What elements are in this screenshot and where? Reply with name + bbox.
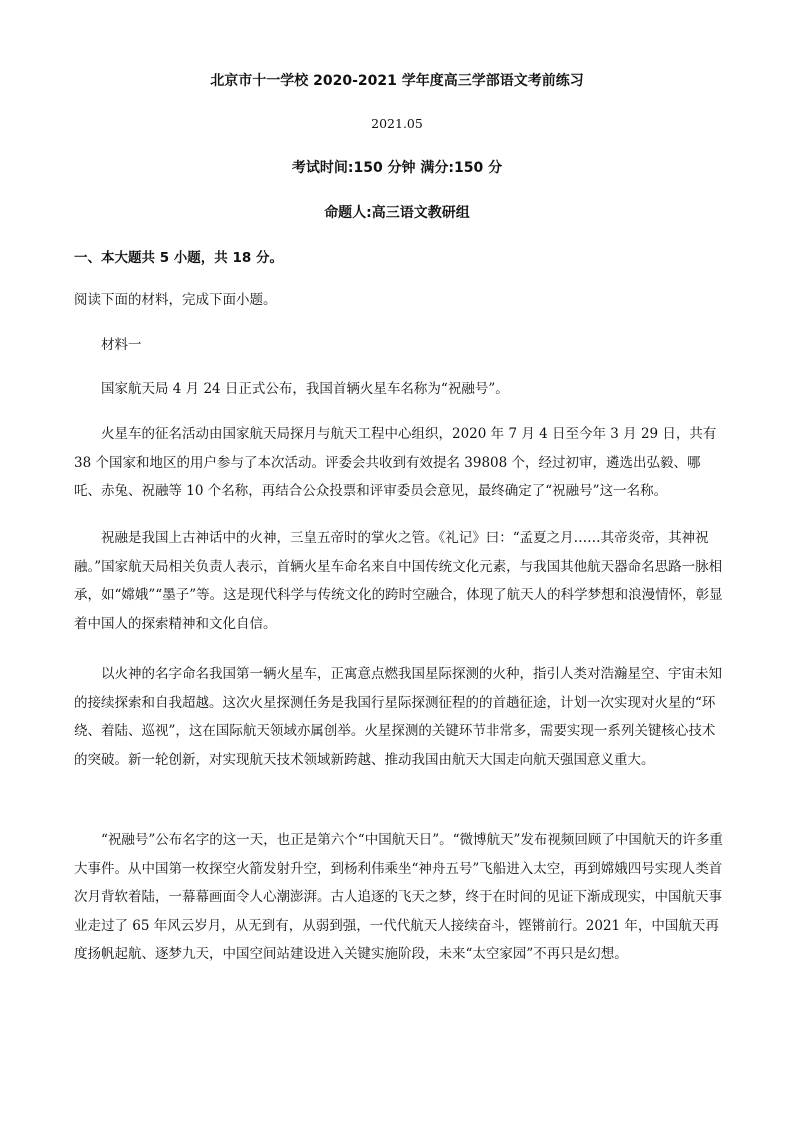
material-label: 材料一 bbox=[101, 337, 142, 353]
reading-instruction: 阅读下面的材料，完成下面小题。 bbox=[74, 292, 277, 308]
paragraph-4: 以火神的名字命名我国第一辆火星车，正寓意点燃我国星际探测的火种，指引人类对浩瀚星空、宇宙未知的接续探索和自我超越。这次火星探测任务是我国行星际探测征程的的首趟征途，计划一次实现对火星的“环绕、着陆、巡视”，这在国际航天领域亦属创举。火星探测的关键环节非常多，需要实现一系列关键核心技术的突破。新一轮创新，对实现航天技术领域新跨越、推动我国由航天大国走向航天强国意义重大。 bbox=[74, 666, 722, 768]
paragraph-1: 国家航天局 4 月 24 日正式公布，我国首辆火星车名称为“祝融号”。 bbox=[101, 381, 509, 397]
exam-info: 考试时间:150 分钟 满分:150 分 bbox=[291, 160, 503, 176]
exam-author: 命题人:高三语文教研组 bbox=[324, 205, 470, 221]
document-date: 2021.05 bbox=[371, 116, 423, 131]
paragraph-2: 火星车的征名活动由国家航天局探月与航天工程中心组织，2020 年 7 月 4 日至今年 3 月 29 日，共有 38 个国家和地区的用户参与了本次活动。评委会共收到有效提名 39808 个，经过初审，遴选出弘毅、哪吒、赤兔、祝融等 10 个名称，再结合公众投票和评审委员会意见，最终确定了“祝融号”这一名称。 bbox=[74, 426, 717, 499]
document-title: 北京市十一学校 2020-2021 学年度高三学部语文考前练习 bbox=[210, 73, 584, 89]
section-heading: 一、本大题共 5 小题，共 18 分。 bbox=[74, 250, 283, 266]
paragraph-3: 祝融是我国上古神话中的火神，三皇五帝时的掌火之管。《礼记》曰：“孟夏之月……其帝炎帝，其神祝融。”国家航天局相关负责人表示，首辆火星车命名来自中国传统文化元素，与我国其他航天器命名思路一脉相承，如“嫦娥”“墨子”等。这是现代科学与传统文化的跨时空融合，体现了航天人的科学梦想和浪漫情怀，彰显着中国人的探索精神和文化自信。 bbox=[74, 530, 723, 632]
paragraph-5: “祝融号”公布名字的这一天，也正是第六个“中国航天日”。“微博航天”发布视频回顾了中国航天的许多重大事件。从中国第一枚探空火箭发射升空，到杨利伟乘坐“神舟五号”飞船进入太空，再到嫦娥四号实现人类首次月背软着陆，一幕幕画面令人心潮澎湃。古人追逐的飞天之梦，终于在时间的见证下渐成现实，中国航天事业走过了 65 年风云岁月，从无到有，从弱到强，一代代航天人接续奋斗，铿锵前行。2021 年，中国航天再度扬帆起航、逐梦九天，中国空间站建设进入关键实施阶段，未来“太空家园”不再只是幻想。 bbox=[74, 832, 723, 962]
